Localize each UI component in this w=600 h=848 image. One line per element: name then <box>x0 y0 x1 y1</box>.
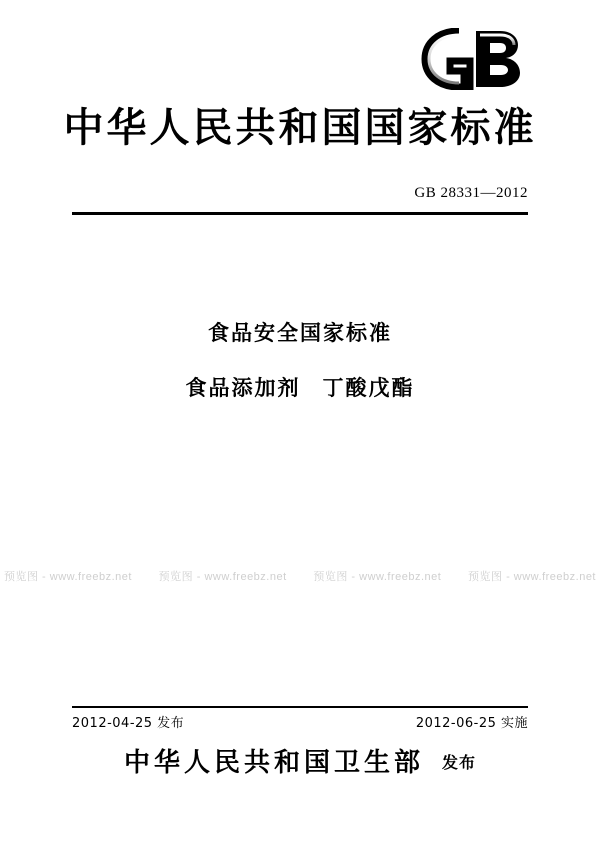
issuer-row <box>0 742 600 779</box>
issuer-name: 中华人民共和国卫生部 <box>123 748 424 778</box>
gb-national-standard-emblem-icon <box>418 28 528 90</box>
subject-block <box>0 322 600 399</box>
dates-row <box>72 712 528 731</box>
watermark-segment: 预览图 - www.freebz.net <box>468 571 596 583</box>
header-divider <box>72 212 528 215</box>
subject-line-2-category: 食品添加剂 <box>185 376 301 401</box>
subject-line-1: 食品安全国家标准 <box>208 321 392 345</box>
issuer-action: 发布 <box>442 753 477 772</box>
subject-line-2-substance: 丁酸戊酯 <box>322 376 415 401</box>
page-title: 中华人民共和国国家标准 <box>63 105 537 151</box>
footer-divider <box>72 706 528 708</box>
issue-date: 2012-04-25 发布 <box>72 716 185 731</box>
subject-line-2 <box>0 377 600 399</box>
watermark <box>0 568 600 584</box>
implementation-date: 2012-06-25 实施 <box>415 716 528 731</box>
standard-number: GB 28331—2012 <box>414 185 528 201</box>
watermark-segment: 预览图 - www.freebz.net <box>158 571 287 583</box>
watermark-segment: 预览图 - www.freebz.net <box>313 571 442 583</box>
watermark-segment: 预览图 - www.freebz.net <box>4 571 132 583</box>
